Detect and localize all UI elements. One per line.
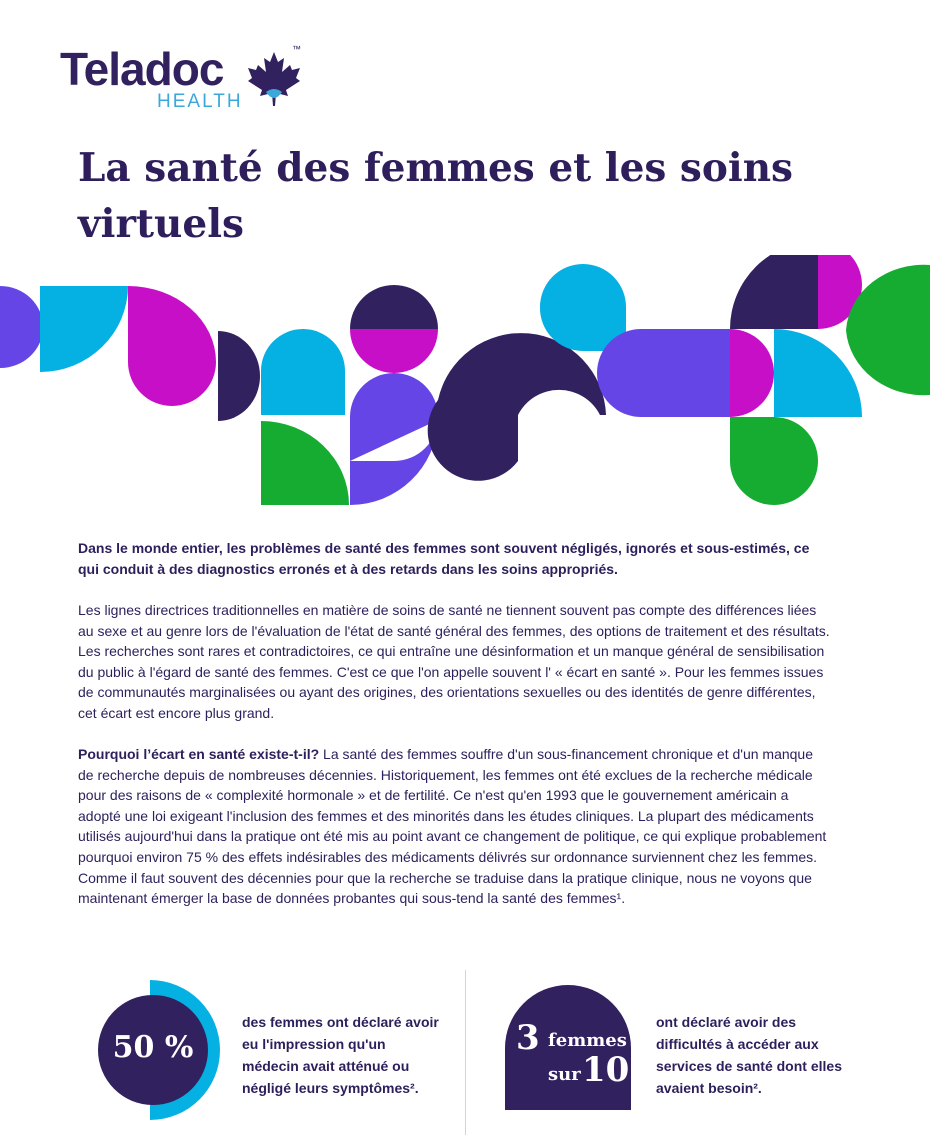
- paragraph-lead-question: Pourquoi l’écart en santé existe-t-il?: [78, 746, 320, 762]
- stat-10-number: 10: [582, 1050, 630, 1090]
- violet-teardrop-shape: [350, 373, 438, 505]
- navy-semicircle-shape: [350, 285, 438, 329]
- stat-50-percent-value: 50 %: [112, 1030, 194, 1065]
- violet-lens-shape: [597, 329, 730, 417]
- stat-50-percent-text: des femmes ont déclaré avoir eu l'impression qu'un médecin avait atténué ou négligé leurs symptômes².: [242, 1014, 439, 1096]
- navy-swirl-shape: [428, 333, 606, 481]
- magenta-small-shape: [730, 329, 774, 417]
- magenta-teardrop-shape: [128, 286, 216, 406]
- intro-paragraph: Dans le monde entier, les problèmes de santé des femmes sont souvent négligés, ignorés et sous-estimés, ce qui conduit à des diagnostics erronés et à des retards dans les soins appropriés.: [78, 540, 810, 577]
- cyan-teardrop-shape: [261, 329, 345, 415]
- paragraph-body: La santé des femmes souffre d'un sous-financement chronique et d'un manque de recherche depuis de nombreuses décennies. Historiquement, les femmes ont été exclues de la recherche médicale pour des raisons de « complexité hormonale » et de fertilité. Ce n'est qu'en 1993 que le gouvernement américain a adopté une loi exigeant l'inclusion des femmes et des minorités dans les études cliniques. La plupart des médicaments utilisés aujourd'hui dans la pratique ont été mis au point avant ce changement de politique, ce qui explique probablement pourquoi environ 75 % des effets indésirables des médicaments délivrés sur ordonnance surviennent chez les femmes. Comme il faut souvent des décennies pour que la recherche se traduise dans la pratique clinique, nous ne voyons que maintenant émerger la base de données probantes qui sous-tend la santé des femmes¹.: [78, 746, 827, 907]
- maple-leaf-icon: [244, 48, 304, 108]
- body-paragraph-3: [78, 744, 830, 909]
- cyan-top-drop-shape: [540, 264, 626, 351]
- logo-wordmark: Teladoc: [60, 43, 224, 95]
- green-drop-shape: [261, 421, 349, 505]
- teladoc-logo: [60, 40, 320, 120]
- stats-divider: [465, 970, 466, 1135]
- violet-half-circle-shape: [0, 286, 43, 368]
- stat-femmes-word: femmes: [548, 1030, 627, 1051]
- logo-health-text: HEALTH: [157, 91, 243, 112]
- navy-quarter-shape: [730, 255, 818, 329]
- stat-sur-word: sur: [548, 1064, 581, 1085]
- body-paragraph-2: Les lignes directrices traditionnelles en matière de soins de santé ne tiennent souvent pas compte des différences liées au sexe et au genre lors de l'évaluation de l'état de santé général des femmes, des options de traitement et des résultats. Les recherches sont rares et contradictoires, ce qui entraîne une désinformation et un manque général de sensibilisation du public à l'égard de santé des femmes. C'est ce que l'on appelle souvent l' « écart en santé ». Pour les femmes issues de communautés marginalisées ou ayant des origines, des orientations sexuelles ou des identités de genre différentes, cet écart est encore plus grand.: [78, 602, 830, 721]
- green-bottom-drop-shape: [730, 417, 818, 505]
- stat-3-of-10-text: ont déclaré avoir des difficultés à accéder aux services de santé dont elles avaient besoin².: [656, 1014, 842, 1096]
- stat-3-number: 3: [516, 1018, 540, 1058]
- cyan-quarter-shape: [40, 286, 128, 372]
- page-title: La santé des femmes et les soins virtuels: [78, 145, 794, 247]
- trademark-mark: ™: [292, 44, 301, 54]
- navy-half-circle-shape: [218, 331, 260, 421]
- magenta-semicircle-shape: [350, 329, 438, 373]
- decorative-shapes-banner: [0, 255, 930, 515]
